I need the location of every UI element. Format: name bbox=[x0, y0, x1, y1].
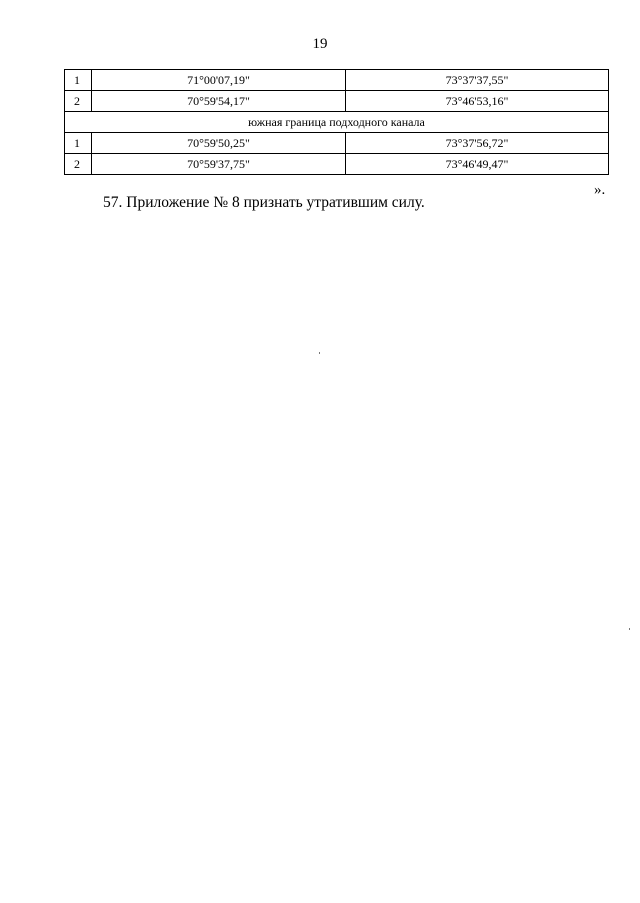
latitude-cell: 71°00'07,19" bbox=[92, 70, 346, 91]
point-number-cell: 1 bbox=[65, 133, 92, 154]
latitude-cell: 70°59'54,17" bbox=[92, 91, 346, 112]
point-number-cell: 1 bbox=[65, 70, 92, 91]
latitude-cell: 70°59'37,75" bbox=[92, 154, 346, 175]
latitude-cell: 70°59'50,25" bbox=[92, 133, 346, 154]
section-title: южная граница подходного канала bbox=[65, 112, 609, 133]
closing-quote: ». bbox=[594, 182, 606, 198]
scan-speck bbox=[319, 352, 320, 354]
section-header-row bbox=[65, 112, 609, 133]
page-number: 19 bbox=[312, 36, 328, 52]
table-row bbox=[65, 91, 609, 112]
point-number-cell: 2 bbox=[65, 154, 92, 175]
longitude-cell: 73°37'56,72" bbox=[346, 133, 609, 154]
coordinates-table bbox=[64, 69, 609, 175]
table-row bbox=[65, 133, 609, 154]
scan-speck bbox=[629, 628, 630, 630]
longitude-cell: 73°46'53,16" bbox=[346, 91, 609, 112]
table-row bbox=[65, 154, 609, 175]
paragraph-57: 57. Приложение № 8 признать утратившим силу. bbox=[103, 194, 425, 211]
longitude-cell: 73°46'49,47" bbox=[346, 154, 609, 175]
point-number-cell: 2 bbox=[65, 91, 92, 112]
longitude-cell: 73°37'37,55" bbox=[346, 70, 609, 91]
table-row bbox=[65, 70, 609, 91]
